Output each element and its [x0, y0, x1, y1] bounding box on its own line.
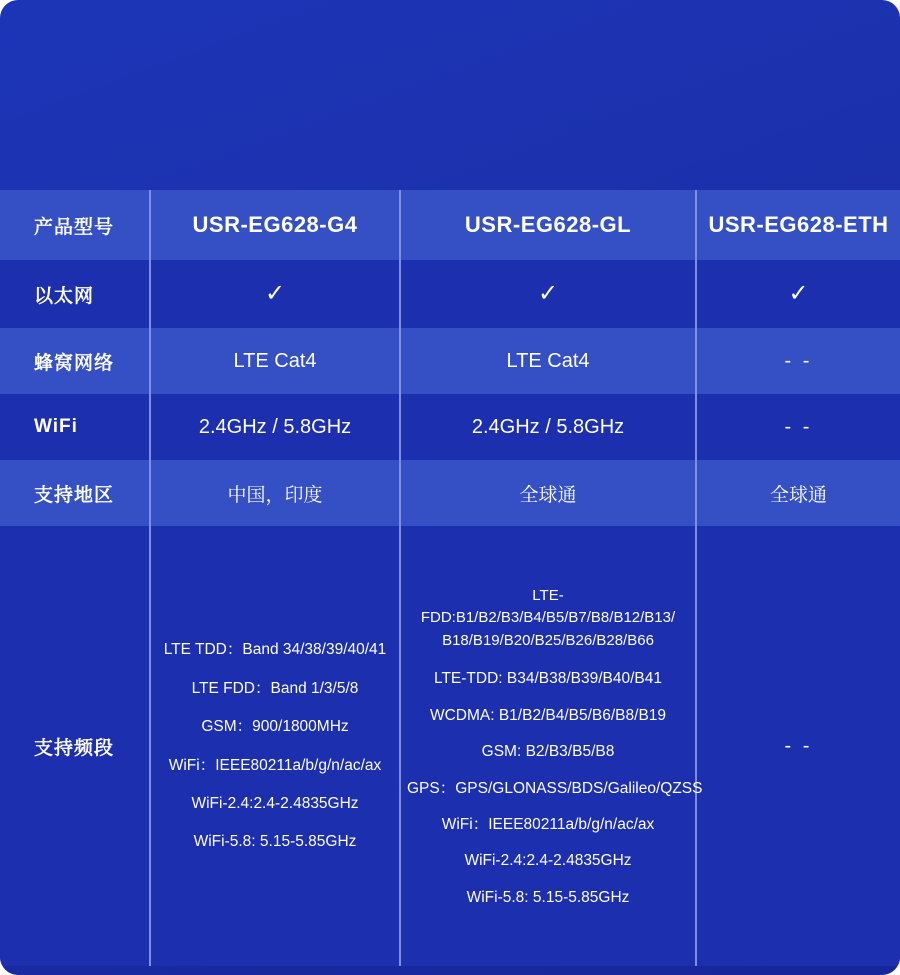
table-row-region — [0, 460, 900, 526]
value-cellular-eth: - - — [784, 349, 813, 372]
table-row-wifi — [0, 394, 900, 460]
check-icon: ✓ — [264, 280, 286, 307]
value-region-eth: 全球通 — [769, 484, 827, 506]
band-line: GSM：900/1800MHz — [201, 718, 349, 736]
band-line: WiFi-5.8: 5.15-5.85GHz — [193, 833, 357, 851]
band-line: WiFi：IEEE80211a/b/g/n/ac/ax — [168, 756, 382, 774]
cell-ethernet-g4 — [150, 260, 400, 328]
cell-bands-gl — [400, 526, 703, 966]
model-name-gl: USR-EG628-GL — [464, 212, 632, 237]
row-label-bands: 支持频段 — [34, 737, 115, 759]
row-label-cellular: 蜂窝网络 — [34, 352, 115, 374]
cell-cellular-g4 — [150, 328, 400, 394]
check-icon: ✓ — [788, 280, 809, 307]
cell-ethernet-gl — [400, 260, 696, 328]
band-line: LTE FDD：Band 1/3/5/8 — [191, 679, 359, 697]
cell-wifi-eth — [696, 394, 900, 460]
header-label-product-model: 产品型号 — [34, 216, 115, 238]
band-line: GPS：GPS/GLONASS/BDS/Galileo/QZSS — [407, 779, 703, 797]
value-cellular-gl: LTE Cat4 — [506, 349, 590, 372]
spec-table — [0, 190, 900, 966]
table-row-ethernet — [0, 260, 900, 328]
cell-region-eth — [696, 460, 900, 526]
cell-bands-eth — [696, 526, 900, 966]
value-wifi-g4: 2.4GHz / 5.8GHz — [198, 415, 352, 438]
cell-cellular-gl — [400, 328, 696, 394]
band-line: LTE-TDD: B34/B38/B39/B40/B41 — [433, 670, 663, 688]
header-model-g4 — [150, 190, 400, 260]
value-cellular-g4: LTE Cat4 — [233, 349, 317, 372]
band-line: WiFi-2.4:2.4-2.4835GHz — [464, 852, 632, 870]
band-line: WiFi-5.8: 5.15-5.85GHz — [466, 888, 630, 906]
model-name-eth: USR-EG628-ETH — [708, 212, 889, 237]
band-line: WiFi：IEEE80211a/b/g/n/ac/ax — [441, 815, 655, 833]
table-row-cellular — [0, 328, 900, 394]
cell-region-g4 — [150, 460, 400, 526]
band-list-gl — [401, 571, 703, 921]
cell-wifi-g4 — [150, 394, 400, 460]
band-line: WiFi-2.4:2.4-2.4835GHz — [191, 794, 359, 812]
band-list-g4 — [151, 626, 399, 865]
row-label-wifi: WiFi — [34, 416, 78, 437]
value-wifi-eth: - - — [784, 415, 813, 438]
table-header-row — [0, 190, 900, 260]
value-bands-eth: - - — [784, 734, 813, 757]
band-line: GSM: B2/B3/B5/B8 — [481, 743, 615, 761]
cell-region-gl — [400, 460, 696, 526]
cell-cellular-eth — [696, 328, 900, 394]
band-line: LTE-FDD:B1/B2/B3/B4/B5/B7/B8/B12/B13/ B18/B19/B20/B25/B26/B28/B66 — [420, 586, 676, 649]
band-line: LTE TDD：Band 34/38/39/40/41 — [163, 641, 387, 659]
row-label-ethernet: 以太网 — [34, 285, 95, 307]
model-name-g4: USR-EG628-G4 — [192, 212, 358, 237]
band-line: WCDMA: B1/B2/B4/B5/B6/B8/B19 — [429, 706, 667, 724]
value-region-g4: 中国，印度 — [227, 484, 323, 506]
value-wifi-gl: 2.4GHz / 5.8GHz — [471, 415, 625, 438]
value-region-gl: 全球通 — [519, 484, 577, 506]
row-label-region: 支持地区 — [34, 484, 115, 506]
header-model-gl — [400, 190, 696, 260]
header-model-eth — [696, 190, 900, 260]
cell-ethernet-eth — [696, 260, 900, 328]
cell-wifi-gl — [400, 394, 696, 460]
cell-bands-g4 — [150, 526, 400, 966]
table-row-bands — [0, 526, 900, 966]
check-icon: ✓ — [537, 280, 559, 307]
